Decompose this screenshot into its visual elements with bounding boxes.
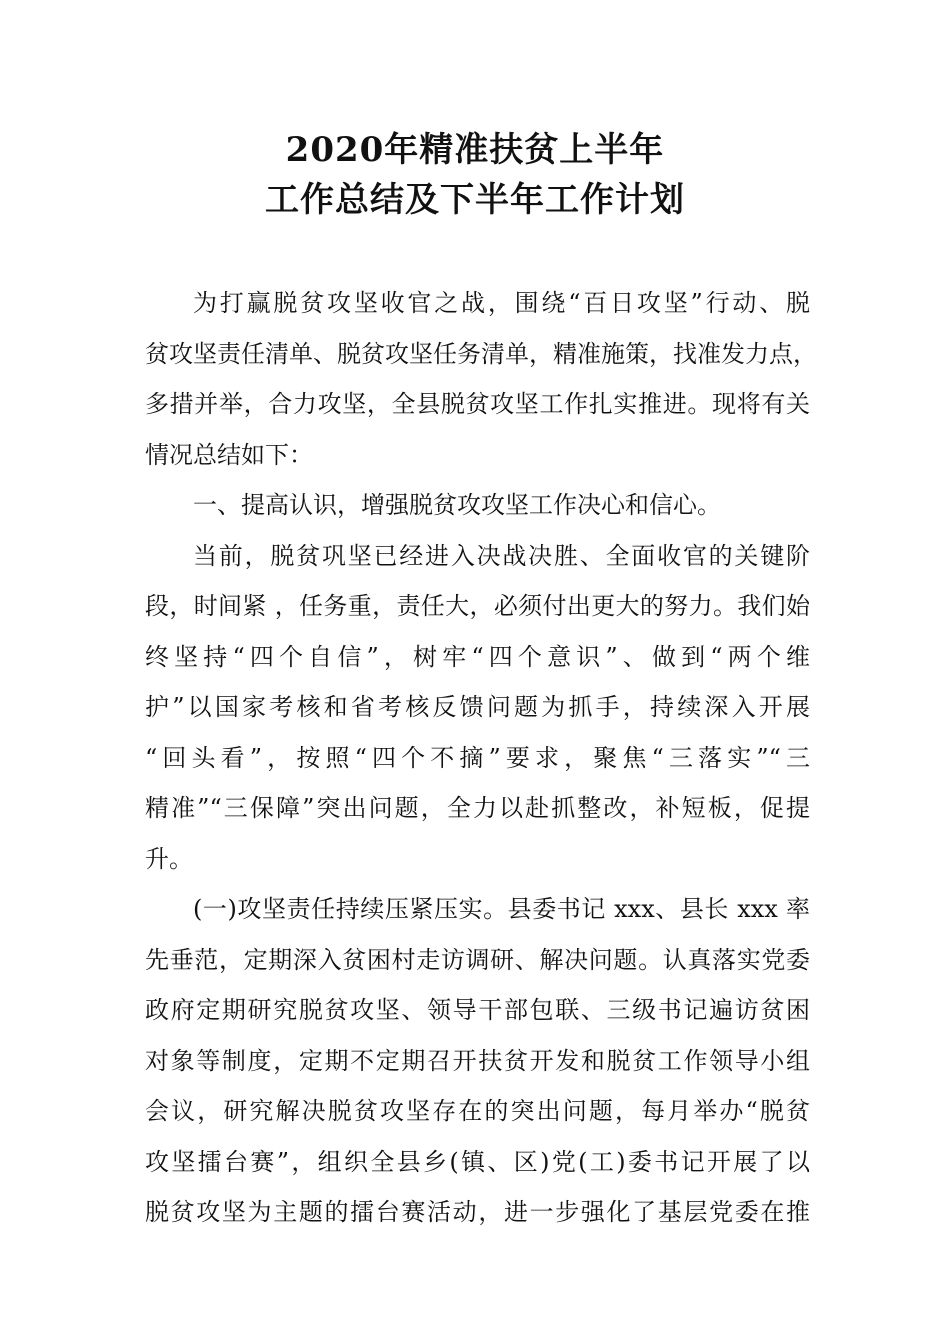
- text-line: 情况总结如下：: [145, 440, 313, 469]
- text-line: 一、提高认识，增强脱贫攻攻坚工作决心和信心。: [193, 491, 721, 519]
- paragraph-intro: [145, 278, 817, 480]
- text-line: 攻坚擂台赛”，组织全县乡(镇、区)党(工)委书记开展了以: [145, 1147, 810, 1176]
- document-body: [145, 278, 817, 1238]
- paragraph-responsibility: [145, 884, 810, 1238]
- text-line: 先垂范，定期深入贫困村走访调研、解决问题。认真落实党委: [145, 945, 810, 974]
- document-title-line-1: 2020年精准扶贫上半年: [285, 130, 665, 170]
- section-heading-1: [145, 480, 810, 531]
- text-line: (一)攻坚责任持续压紧压实。县委书记 xxx、县长 xxx 率: [193, 895, 810, 923]
- text-line: 多措并举，合力攻坚，全县脱贫攻坚工作扎实推进。现将有关: [145, 390, 810, 418]
- document-title-line-2: 工作总结及下半年工作计划: [265, 180, 685, 220]
- text-line: “回头看”，按照“四个不摘”要求，聚焦“三落实”“三: [145, 743, 810, 772]
- text-line: 终坚持“四个自信”，树牢“四个意识”、做到“两个维: [145, 642, 810, 671]
- text-line: 为打赢脱贫攻坚收官之战，围绕“百日攻坚”行动、脱: [193, 289, 810, 317]
- text-line: 会议，研究解决脱贫攻坚存在的突出问题，每月举办“脱贫: [145, 1097, 810, 1125]
- paragraph-current-status: [145, 531, 810, 885]
- text-line: 政府定期研究脱贫攻坚、领导干部包联、三级书记遍访贫困: [145, 996, 810, 1024]
- text-line: 当前，脱贫巩坚已经进入决战决胜、全面收官的关键阶: [193, 541, 810, 570]
- text-line: 脱贫攻坚为主题的擂台赛活动，进一步强化了基层党委在推: [145, 1198, 810, 1226]
- text-line: 升。: [145, 844, 193, 873]
- text-line: 精准”“三保障”突出问题，全力以赴抓整改，补短板，促提: [145, 794, 810, 822]
- text-line: 护”以国家考核和省考核反馈问题为抓手，持续深入开展: [145, 693, 810, 721]
- text-line: 段，时间紧 ，任务重，责任大，必须付出更大的努力。我们始: [145, 592, 810, 620]
- text-line: 对象等制度，定期不定期召开扶贫开发和脱贫工作领导小组: [145, 1046, 810, 1075]
- text-line: 贫攻坚责任清单、脱贫攻坚任务清单，精准施策，找准发力点，: [145, 339, 817, 368]
